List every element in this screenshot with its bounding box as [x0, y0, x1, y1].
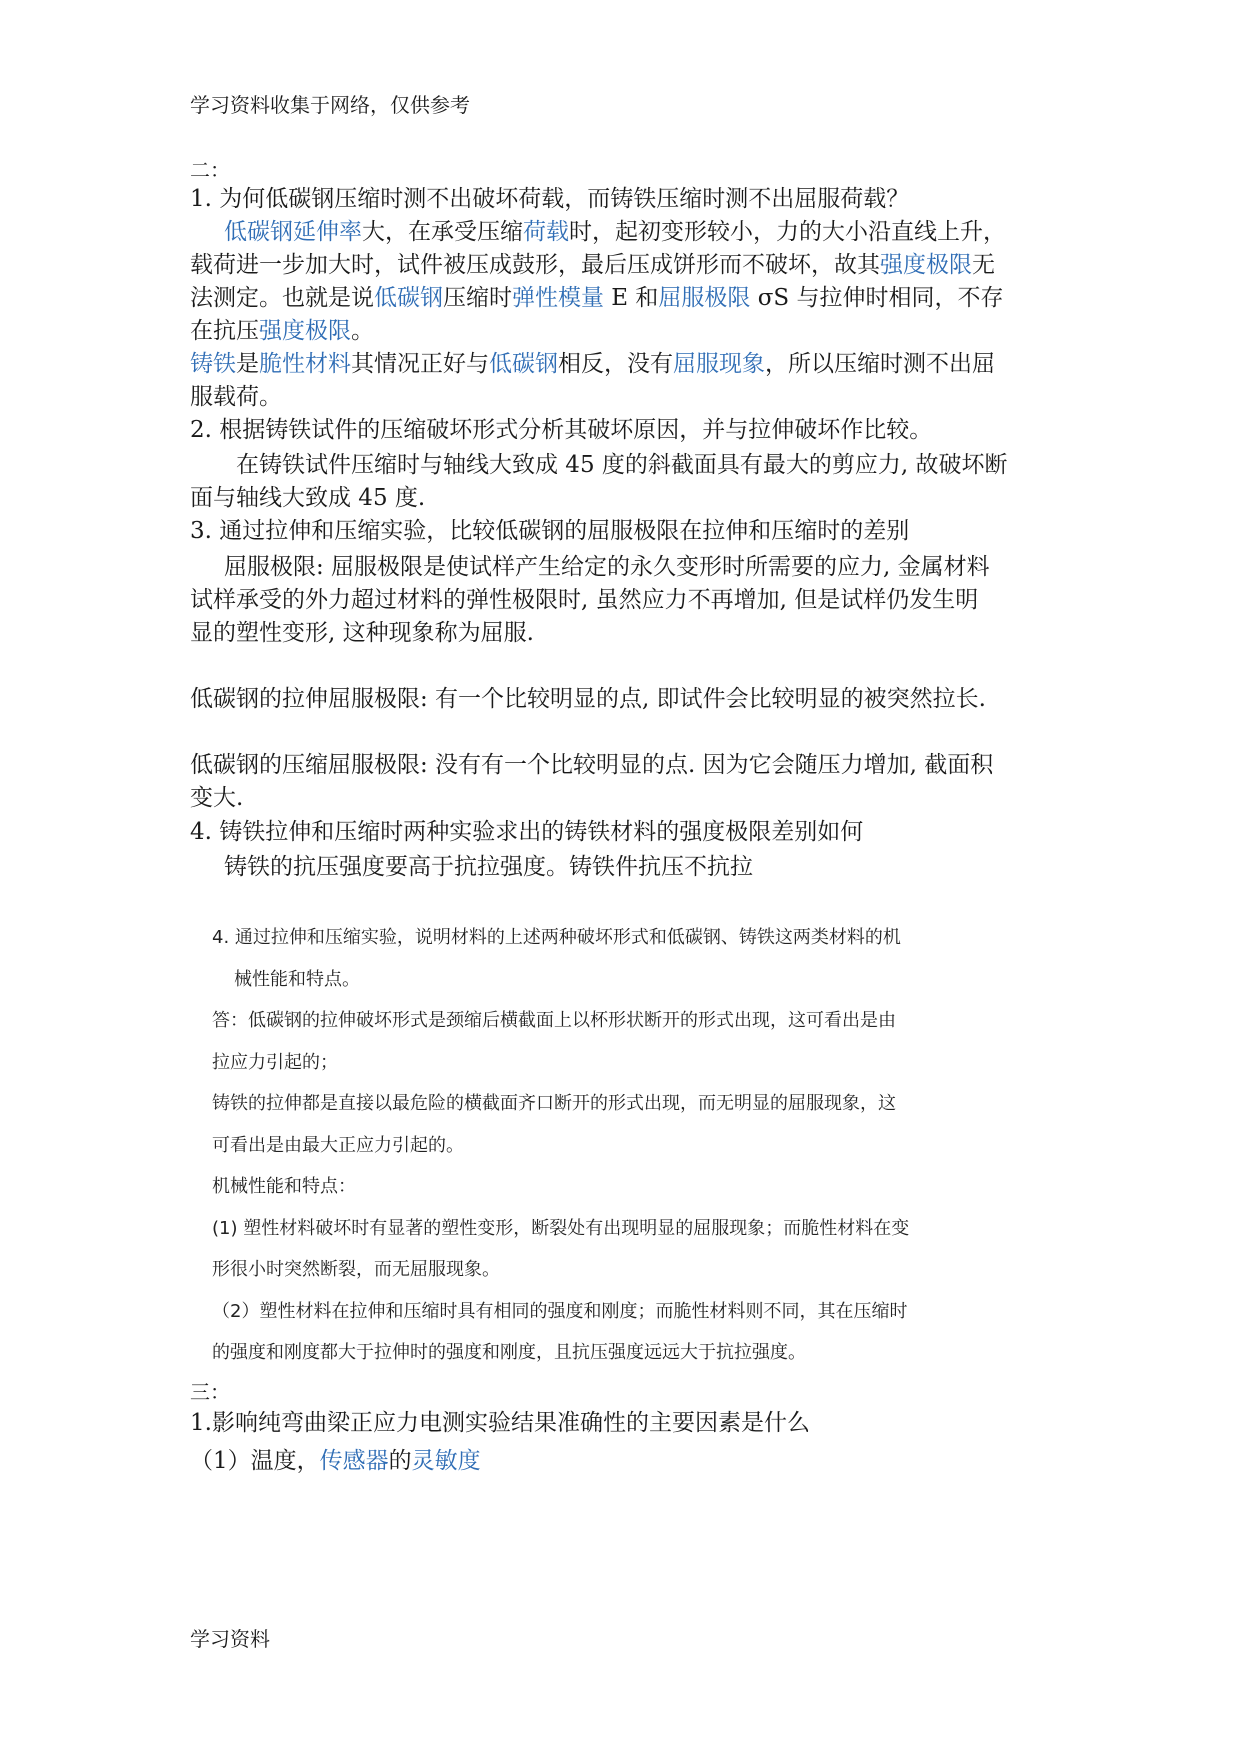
hyperlink-term[interactable]: 荷载: [523, 219, 569, 245]
text-run: (1) 塑性材料破坏时有显著的塑性变形，断裂处有出现明显的屈服现象；而脆性材料在变: [212, 1218, 910, 1239]
text-run: 学习资料收集于网络，仅供参考: [190, 93, 470, 117]
hyperlink-term[interactable]: 灵敏度: [411, 1448, 481, 1474]
text-run: 法测定。也就是说: [190, 285, 374, 311]
text-line: [190, 585, 978, 615]
text-run: 可看出是由最大正应力引起的。: [212, 1135, 464, 1156]
hyperlink-term[interactable]: 低碳钢: [489, 351, 558, 377]
text-run: 相反，没有: [558, 351, 673, 377]
text-line: [190, 250, 995, 280]
text-run: 铸铁的拉伸都是直接以最危险的横截面齐口断开的形式出现，而无明显的屈服现象，这: [212, 1093, 896, 1114]
text-line: [212, 1048, 338, 1078]
text-line: [190, 90, 470, 120]
text-line: [212, 1297, 907, 1327]
hyperlink-term[interactable]: 低碳钢: [374, 285, 443, 311]
text-run: 二：: [190, 158, 230, 182]
text-run: 拉应力引起的；: [212, 1052, 338, 1073]
text-run: 。: [351, 318, 374, 344]
text-run: 4. 铸铁拉伸和压缩时两种实验求出的铸铁材料的强度极限差别如何: [190, 819, 864, 845]
text-run: 械性能和特点。: [234, 969, 360, 990]
text-run: 低碳钢的压缩屈服极限: 没有有一个比较明显的点. 因为它会随压力增加, 截面积: [190, 752, 994, 778]
text-line: [190, 684, 986, 714]
text-line: [190, 750, 993, 780]
text-run: σS 与拉伸时相同，不存: [750, 285, 1004, 311]
text-line: [234, 965, 360, 995]
text-line: [212, 1172, 356, 1202]
text-line: [190, 415, 932, 445]
text-line: [236, 450, 1008, 480]
text-run: 其情况正好与: [351, 351, 489, 377]
text-run: 是: [236, 351, 259, 377]
text-line: [212, 1006, 896, 1036]
text-run: 3. 通过拉伸和压缩实验，比较低碳钢的屈服极限在拉伸和压缩时的差别: [190, 518, 910, 544]
text-run: 服载荷。: [190, 384, 282, 410]
text-line: [212, 1338, 806, 1368]
text-line: [190, 783, 243, 813]
text-run: 试样承受的外力超过材料的弹性极限时, 虽然应力不再增加, 但是试样仍发生明: [190, 587, 979, 613]
text-line: [190, 1624, 270, 1654]
text-run: 机械性能和特点：: [212, 1176, 356, 1197]
text-run: 压缩时: [443, 285, 512, 311]
text-run: 面与轴线大致成 45 度.: [190, 485, 426, 511]
text-run: 在抗压: [190, 318, 259, 344]
text-run: 1. 为何低碳钢压缩时测不出破坏荷载，而铸铁压缩时测不出屈服荷载？: [190, 186, 910, 212]
text-run: 低碳钢的拉伸屈服极限: 有一个比较明显的点, 即试件会比较明显的被突然拉长.: [190, 686, 986, 712]
text-line: [190, 483, 425, 513]
text-run: （2）塑性材料在拉伸和压缩时具有相同的强度和刚度；而脆性材料则不同，其在压缩时: [212, 1301, 908, 1322]
text-line: [190, 382, 282, 412]
text-line: [190, 516, 909, 546]
text-line: [190, 155, 230, 185]
text-line: [190, 184, 909, 214]
text-run: 4. 通过拉伸和压缩实验，说明材料的上述两种破坏形式和低碳钢、铸铁这两类材料的机: [212, 927, 901, 948]
text-run: 答：低碳钢的拉伸破坏形式是颈缩后横截面上以杯形状断开的形式出现，这可看出是由: [212, 1010, 896, 1031]
hyperlink-term[interactable]: 弹性模量: [512, 285, 604, 311]
text-line: [190, 817, 863, 847]
text-run: 在铸铁试件压缩时与轴线大致成 45 度的斜截面具有最大的剪应力, 故破坏断: [236, 452, 1008, 478]
text-line: [190, 283, 1004, 313]
text-run: 形很小时突然断裂，而无屈服现象。: [212, 1259, 500, 1280]
text-run: 的强度和刚度都大于拉伸时的强度和刚度，且抗压强度远远大于抗拉强度。: [212, 1342, 806, 1363]
text-line: [212, 1214, 909, 1244]
text-run: 2. 根据铸铁试件的压缩破坏形式分析其破坏原因，并与拉伸破坏作比较。: [190, 417, 933, 443]
text-line: [224, 552, 990, 582]
text-run: 大，在承受压缩: [362, 219, 523, 245]
text-line: [190, 618, 534, 648]
text-run: （1）温度，: [190, 1448, 320, 1474]
text-line: [212, 923, 901, 953]
text-run: 屈服极限: 屈服极限是使试样产生给定的永久变形时所需要的应力, 金属材料: [224, 554, 990, 580]
text-line: [224, 852, 753, 882]
text-line: [190, 349, 995, 379]
text-line: [190, 1446, 481, 1476]
text-run: ，所以压缩时测不出屈: [765, 351, 995, 377]
hyperlink-term[interactable]: 低碳钢延伸率: [224, 219, 362, 245]
text-run: 显的塑性变形, 这种现象称为屈服.: [190, 620, 534, 646]
text-line: [224, 217, 1006, 247]
hyperlink-term[interactable]: 脆性材料: [259, 351, 351, 377]
text-line: [212, 1131, 464, 1161]
text-run: 无: [972, 252, 995, 278]
text-line: [190, 1377, 230, 1407]
text-run: 铸铁的抗压强度要高于抗拉强度。铸铁件抗压不抗拉: [224, 854, 753, 880]
text-run: 载荷进一步加大时，试件被压成鼓形，最后压成饼形而不破坏，故其: [190, 252, 880, 278]
text-run: 三：: [190, 1380, 230, 1404]
text-run: 变大.: [190, 785, 244, 811]
text-run: 学习资料: [190, 1627, 270, 1651]
text-line: [212, 1255, 500, 1285]
hyperlink-term[interactable]: 传感器: [319, 1448, 389, 1474]
hyperlink-term[interactable]: 铸铁: [190, 351, 236, 377]
hyperlink-term[interactable]: 强度极限: [259, 318, 351, 344]
text-run: 的: [388, 1448, 412, 1474]
text-run: 时，起初变形较小，力的大小沿直线上升，: [569, 219, 1006, 245]
text-line: [190, 1408, 810, 1438]
hyperlink-term[interactable]: 屈服极限: [658, 285, 751, 311]
text-run: 1.影响纯弯曲梁正应力电测实验结果准确性的主要因素是什么: [190, 1410, 810, 1436]
text-line: [212, 1089, 896, 1119]
text-run: E 和: [604, 285, 659, 311]
text-line: [190, 316, 374, 346]
hyperlink-term[interactable]: 强度极限: [880, 252, 972, 278]
hyperlink-term[interactable]: 屈服现象: [673, 351, 765, 377]
